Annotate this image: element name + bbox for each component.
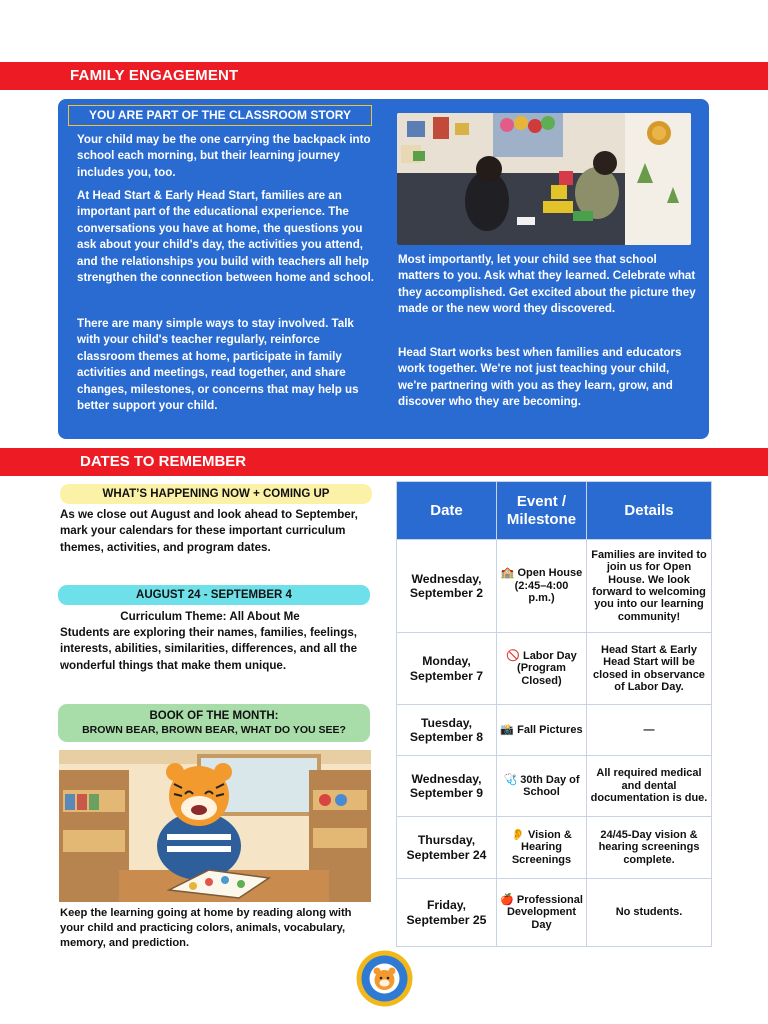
header-event: Event / Milestone: [497, 482, 587, 540]
row-event: 📸 Fall Pictures: [497, 705, 587, 756]
row-details: Head Start & Early Head Start will be closed in observance of Labor Day.: [587, 633, 712, 705]
row-details: 24/45-Day vision & hearing screenings complete.: [587, 817, 712, 879]
dates-table: [396, 481, 712, 947]
tiger-reading-illustration: [59, 750, 371, 902]
book-title: BROWN BEAR, BROWN BEAR, WHAT DO YOU SEE?: [82, 724, 346, 736]
happening-now-text: As we close out August and look ahead to September, mark your calendars for these important curriculum themes, activities, and program dates.: [60, 508, 358, 554]
book-of-month-heading: BOOK OF THE MONTH:: [149, 710, 279, 722]
row-date: Thursday, September 24: [397, 817, 497, 879]
classroom-children-photo: [397, 113, 691, 245]
table-row: [397, 633, 712, 705]
header-details: Details: [587, 482, 712, 540]
theme-dates-label: AUGUST 24 - SEPTEMBER 4: [58, 585, 370, 605]
curriculum-theme-text: Students are exploring their names, families, feelings, interests, abilities, similarities, differences, and all the wonderful things that make them unique.: [60, 626, 358, 672]
header-date: Date: [397, 482, 497, 540]
row-date: Wednesday, September 9: [397, 756, 497, 817]
table-row: [397, 540, 712, 633]
row-event: 👂 Vision & Hearing Screenings: [497, 817, 587, 879]
row-details: —: [587, 705, 712, 756]
happening-now-label: WHAT’S HAPPENING NOW + COMING UP: [60, 484, 372, 504]
table-row: [397, 756, 712, 817]
family-engagement-header: FAMILY ENGAGEMENT: [0, 62, 768, 90]
row-event: 🚫 Labor Day (Program Closed): [497, 633, 587, 705]
table-row: [397, 705, 712, 756]
row-event: 🏫 Open House (2:45–4:00 p.m.): [497, 540, 587, 633]
classroom-story-tag: YOU ARE PART OF THE CLASSROOM STORY: [68, 105, 372, 126]
curriculum-theme-title: Curriculum Theme: All About Me: [120, 610, 300, 623]
row-event: 🩺 30th Day of School: [497, 756, 587, 817]
story-paragraph-3: There are many simple ways to stay involved. Talk with your child's teacher regularly, reinforce classroom themes at home, participate in family activities and meetings, read together, and share changes, milestones, or concerns that may help us better support your child.: [77, 317, 359, 413]
row-date: Tuesday, September 8: [397, 705, 497, 756]
row-details: Families are invited to join us for Open House. We look forward to welcoming you into our learning community!: [587, 540, 712, 633]
row-details: All required medical and dental documentation is due.: [587, 756, 712, 817]
book-reading-text: Keep the learning going at home by reading along with your child and practicing colors, animals, vocabulary, memory, and prediction.: [60, 907, 352, 949]
school-logo: [356, 950, 413, 1007]
story-paragraph-1: Your child may be the one carrying the backpack into school each morning, but their learning journey includes you, too.: [77, 133, 371, 179]
row-details: No students.: [587, 879, 712, 947]
row-date: Wednesday, September 2: [397, 540, 497, 633]
dates-to-remember-header: DATES TO REMEMBER: [0, 448, 768, 476]
row-date: Friday, September 25: [397, 879, 497, 947]
row-date: Monday, September 7: [397, 633, 497, 705]
table-row: [397, 817, 712, 879]
book-of-month-label: [58, 704, 370, 742]
row-event: 🍎 Professional Development Day: [497, 879, 587, 947]
table-row: [397, 879, 712, 947]
story-paragraph-5: Head Start works best when families and educators work together. We're not just teaching your child, we're partnering with you as they learn, grow, and discover who they are becoming.: [398, 346, 682, 409]
table-header-row: [397, 482, 712, 540]
story-paragraph-2: At Head Start & Early Head Start, families are an important part of the educational experience. The conversations you have at home, the questions you ask about your child's day, the activities you attend, and the relationships you build with teachers all help strengthen the connection between home and school.: [77, 189, 374, 285]
story-paragraph-4: Most importantly, let your child see that school matters to you. Ask what they learned. Celebrate what they accomplished. Get excited about the picture they made or the new word they discovered.: [398, 253, 696, 316]
